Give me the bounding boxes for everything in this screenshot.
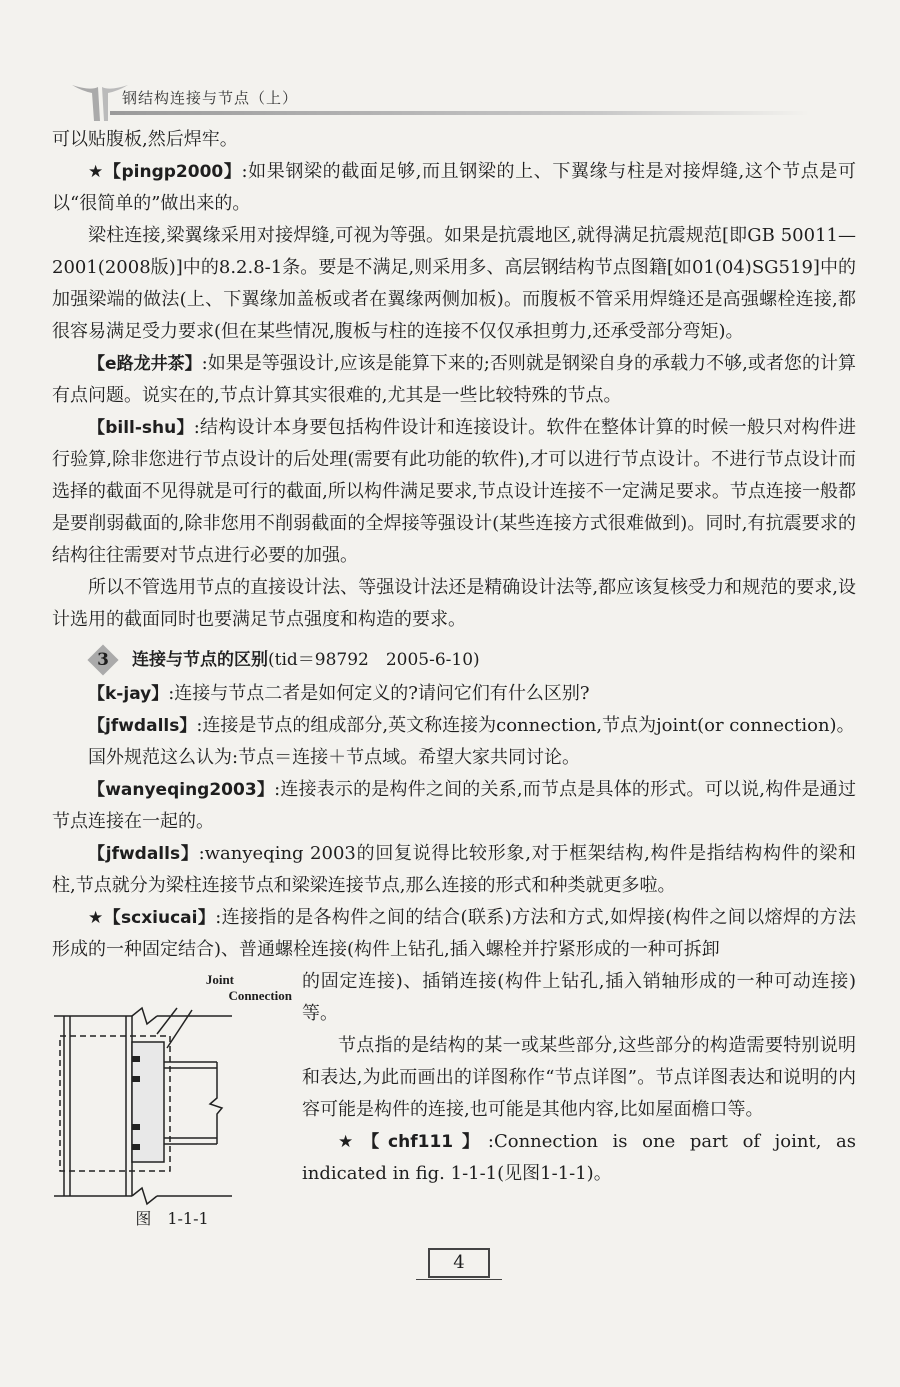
paragraph <box>52 124 856 156</box>
paragraph <box>52 710 856 742</box>
section-heading <box>90 642 856 678</box>
paragraph <box>52 156 856 220</box>
paragraph-text: :结构设计本身要包括构件设计和连接设计。软件在整体计算的时候一般只对构件进行验算,除非您进行节点设计的后处理(需要有此功能的软件),才可以进行节点设计。不进行节点设计而选择的截面不见得就是可行的截面,所以构件满足要求,节点设计连接不一定满足要求。节点连接一般都是要削弱截面的,除非您用不削弱截面的全焊接等强设计(某些连接方式很难做到)。同时,有抗震要求的结构往往需要对节点进行必要的加强。 <box>52 417 857 566</box>
section-number-badge <box>90 647 116 673</box>
paragraph <box>52 902 856 966</box>
paragraph <box>52 572 856 636</box>
user-handle: 【wanyeqing2003】 <box>88 780 275 800</box>
user-handle: 【bill-shu】 <box>88 418 194 438</box>
figure-wrap <box>52 966 856 1234</box>
paragraph-text: :连接表示的是构件之间的关系,而节点是具体的形式。可以说,构件是通过节点连接在一起的。 <box>52 779 856 832</box>
page-body <box>52 0 856 1234</box>
section-meta: (tid＝98792 2005-6-10) <box>268 650 480 670</box>
paragraph-text: :如果钢梁的截面足够,而且钢梁的上、下翼缘与柱是对接焊缝,这个节点是可以“很简单的”做出来的。 <box>52 161 856 214</box>
paragraph-text: :Connection is one part of joint, as indicated in fig. 1-1-1(见图1-1-1)。 <box>302 1131 856 1184</box>
paragraph <box>52 348 856 412</box>
user-handle: 【k-jay】 <box>88 684 169 704</box>
paragraph <box>52 220 856 348</box>
paragraph-text: :wanyeqing 2003的回复说得比较形象,对于框架结构,构件是指结构构件的梁和柱,节点就分为梁柱连接节点和梁梁连接节点,那么连接的形式和种类就更多啦。 <box>52 843 856 896</box>
paragraph-text: 可以贴腹板,然后焊牢。 <box>52 129 238 150</box>
paragraph <box>52 742 856 774</box>
paragraph <box>52 774 856 838</box>
paragraph-text: :连接指的是各构件之间的结合(联系)方法和方式,如焊接(构件之间以熔焊的方法形成的一种固定结合)、普通螺栓连接(构件上钻孔,插入螺栓并拧紧形成的一种可拆卸 <box>52 907 856 960</box>
page-number: 4 <box>428 1248 490 1278</box>
paragraph-text: 的固定连接)、插销连接(构件上钻孔,插入销轴形成的一种可动连接)等。 <box>302 971 856 1024</box>
figure-label-joint: Joint <box>205 972 234 987</box>
paragraph-text: :连接是节点的组成部分,英文称连接为connection,节点为joint(or connection)。 <box>196 715 855 736</box>
figure-label-connection: Connection <box>228 988 292 1003</box>
joint-diagram <box>52 1006 292 1206</box>
paragraph-text: 梁柱连接,梁翼缘采用对接焊缝,可视为等强。如果是抗震地区,就得满足抗震规范[即GB 50011—2001(2008版)]中的8.2.8-1条。要是不满足,则采用多、高层钢结构节点图籍[如01(04)SG519]中的加强梁端的做法(上、下翼缘加盖板或者在翼缘两侧加板)。而腹板不管采用焊缝还是高强螺栓连接,都很容易满足受力要求(但在某些情况,腹板与柱的连接不仅仅承担剪力,还承受部分弯矩)。 <box>52 225 856 342</box>
paragraph-text: :连接与节点二者是如何定义的?请问它们有什么区别? <box>168 683 590 704</box>
figure-1-1-1 <box>52 972 292 1230</box>
paragraph-text: 国外规范这么认为:节点＝连接＋节点域。希望大家共同讨论。 <box>88 747 581 768</box>
figure-caption: 图 1-1-1 <box>135 1209 209 1228</box>
paragraph <box>52 678 856 710</box>
user-handle: 【jfwdalls】 <box>88 844 199 864</box>
user-handle: 【jfwdalls】 <box>88 716 197 736</box>
paragraph <box>52 838 856 902</box>
user-handle: ★【scxiucai】 <box>88 908 216 928</box>
paragraph-text: :如果是等强设计,应该是能算下来的;否则就是钢梁自身的承载力不够,或者您的计算有点问题。说实在的,节点计算其实很难的,尤其是一些比较特殊的节点。 <box>52 353 856 406</box>
section-number: 3 <box>97 650 109 670</box>
section-title <box>132 644 480 676</box>
user-handle: ★【pingp2000】 <box>88 162 242 182</box>
paragraph <box>52 412 856 572</box>
paragraph-text: 节点指的是结构的某一或某些部分,这些部分的构造需要特别说明和表达,为此而画出的详图称作“节点详图”。节点详图表达和说明的内容可能是构件的连接,也可能是其他内容,比如屋面檐口等。 <box>302 1035 856 1120</box>
figure-labels <box>52 972 292 1006</box>
paragraph-text: 所以不管选用节点的直接设计法、等强设计法还是精确设计法等,都应该复核受力和规范的要求,设计选用的截面同时也要满足节点强度和构造的要求。 <box>52 577 856 630</box>
user-handle: 【e路龙井茶】 <box>88 354 202 374</box>
book-title: 钢结构连接与节点（上） <box>122 89 299 107</box>
user-handle: ★【chf111】 <box>338 1132 488 1152</box>
section-title-text: 连接与节点的区别 <box>132 650 268 670</box>
